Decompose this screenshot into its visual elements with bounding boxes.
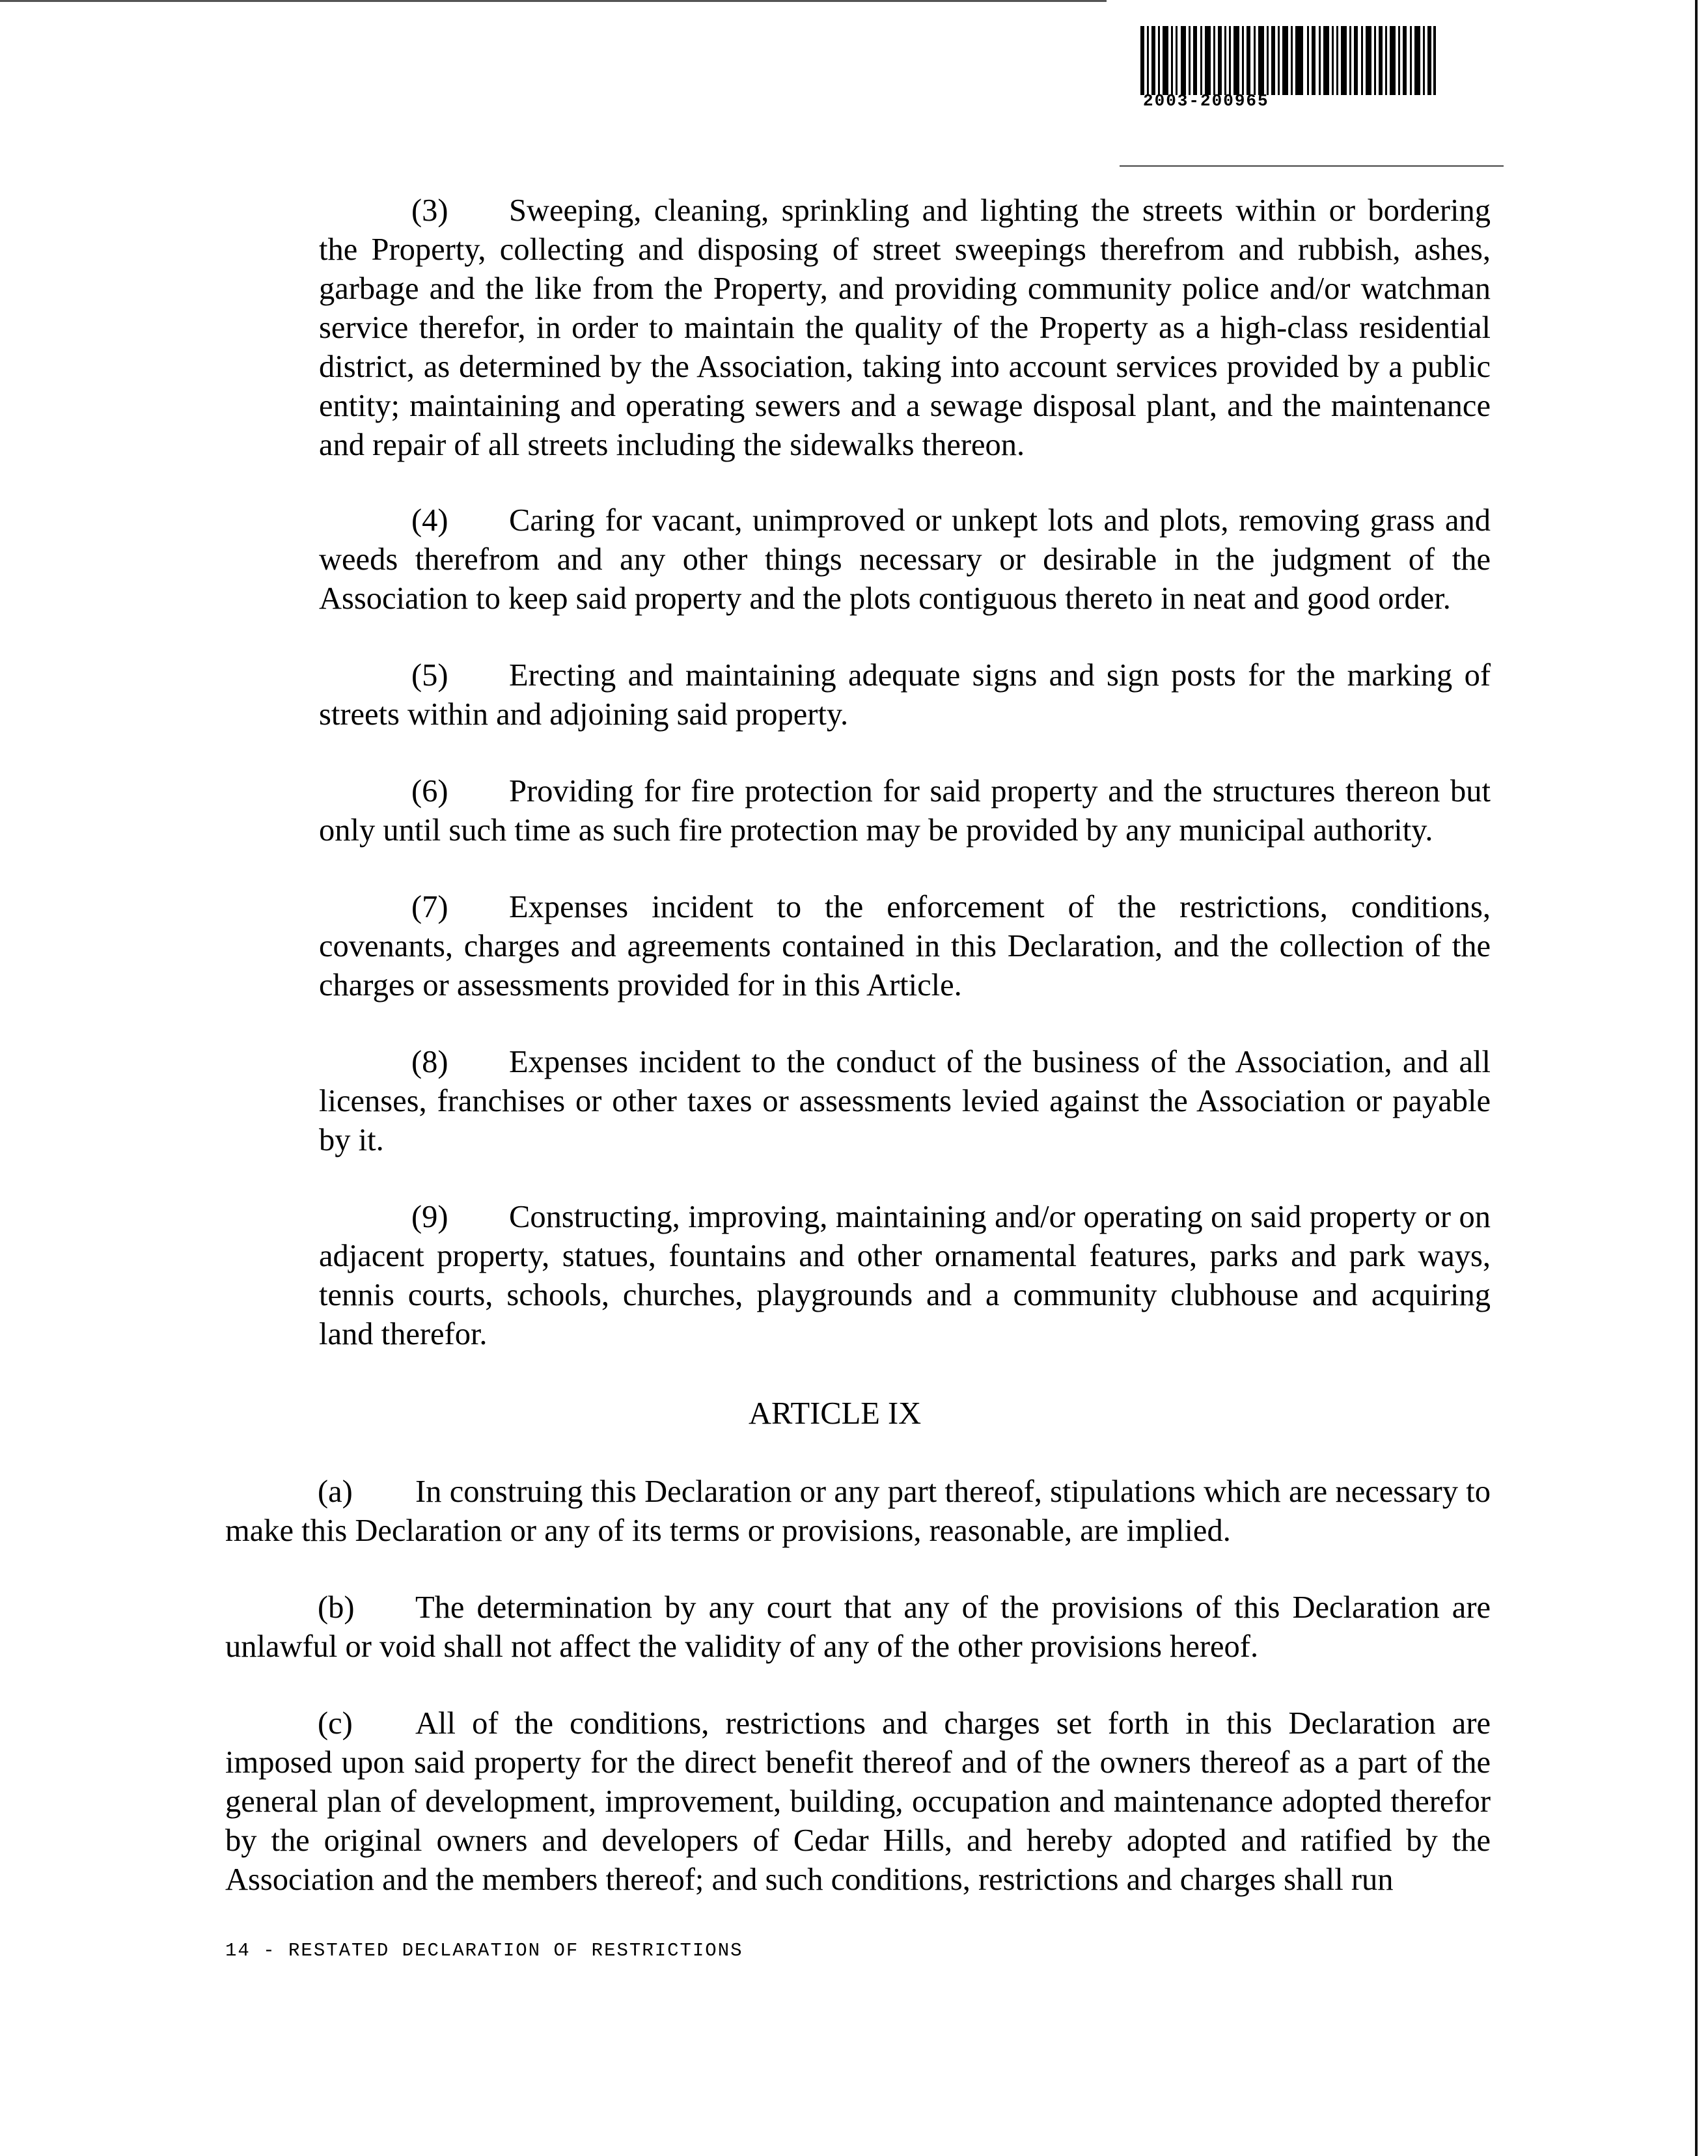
page-footer: 14 - RESTATED DECLARATION OF RESTRICTIONS: [225, 1940, 743, 1961]
item-text: Caring for vacant, unimproved or unkept lots and plots, removing grass and weeds therefrom and any other things necessary or desirable in the judgment of the Association to keep said property and the plots contiguous thereto in neat and good order.: [319, 503, 1491, 616]
item-text: Expenses incident to the enforcement of the restrictions, conditions, covenants, charges and agreements contained in this Declaration, and the collection of the charges or assessments provided for in this Article.: [319, 890, 1491, 1002]
article-heading: ARTICLE IX: [749, 1396, 922, 1431]
item-text: Sweeping, cleaning, sprinkling and lighting the streets within or bordering the Property, collecting and disposing of street sweepings therefrom and rubbish, ashes, garbage and the like from the Property, and providing community police and/or watchman service therefor, in order to maintain the quality of the Property as a high-class residential district, as determined by the Association, taking into account services provided by a public entity; maintaining and operating sewers and a sewage disposal plant, and the maintenance and repair of all streets including the sidewalks thereon.: [319, 193, 1491, 462]
item-number: (5): [411, 658, 448, 693]
paragraph-item-9: [319, 1198, 1491, 1354]
item-text: Providing for fire protection for said property and the structures thereon but only until such time as such fire protection may be provided by any municipal authority.: [319, 774, 1491, 848]
item-text: Erecting and maintaining adequate signs and sign posts for the marking of streets within and adjoining said property.: [319, 658, 1491, 732]
paragraph-clause-c: [225, 1704, 1491, 1900]
paragraph-item-7: [319, 888, 1491, 1005]
clause-number: (b): [318, 1590, 355, 1625]
paragraph-item-5: [319, 656, 1491, 734]
clause-number: (a): [318, 1474, 353, 1509]
paragraph-clause-b: [225, 1588, 1491, 1666]
paragraph-item-3: [319, 191, 1491, 465]
paragraph-clause-a: [225, 1472, 1491, 1551]
barcode-image: [1140, 26, 1436, 95]
paragraph-item-8: [319, 1043, 1491, 1160]
item-number: (4): [411, 503, 448, 538]
item-number: (3): [411, 193, 448, 228]
scan-top-edge: [0, 0, 1107, 2]
scan-right-edge: [1695, 0, 1698, 2156]
barcode-number: 2003-200965: [1143, 91, 1269, 111]
header-rule: [1120, 165, 1504, 167]
paragraph-item-4: [319, 501, 1491, 618]
item-text: Expenses incident to the conduct of the business of the Association, and all licenses, franchises or other taxes or assessments levied against the Association or payable by it.: [319, 1045, 1491, 1157]
item-number: (7): [411, 890, 448, 924]
item-number: (6): [411, 774, 448, 808]
clause-text: In construing this Declaration or any part thereof, stipulations which are necessary to make this Declaration or any of its terms or provisions, reasonable, are implied.: [225, 1474, 1491, 1548]
item-text: Constructing, improving, maintaining and/or operating on said property or on adjacent property, statues, fountains and other ornamental features, parks and park ways, tennis courts, schools, churches, playgrounds and a community clubhouse and acquiring land therefor.: [319, 1200, 1491, 1351]
item-number: (9): [411, 1200, 448, 1234]
clause-text: All of the conditions, restrictions and charges set forth in this Declaration are imposed upon said property for the direct benefit thereof and of the owners thereof as a part of the general plan of development, improvement, building, occupation and maintenance adopted therefor by the original owners and developers of Cedar Hills, and hereby adopted and ratified by the Association and the members thereof; and such conditions, restrictions and charges shall run: [225, 1706, 1491, 1897]
paragraph-item-6: [319, 772, 1491, 850]
clause-text: The determination by any court that any of the provisions of this Declaration are unlawful or void shall not affect the validity of any of the other provisions hereof.: [225, 1590, 1491, 1664]
item-number: (8): [411, 1045, 448, 1079]
clause-number: (c): [318, 1706, 353, 1741]
